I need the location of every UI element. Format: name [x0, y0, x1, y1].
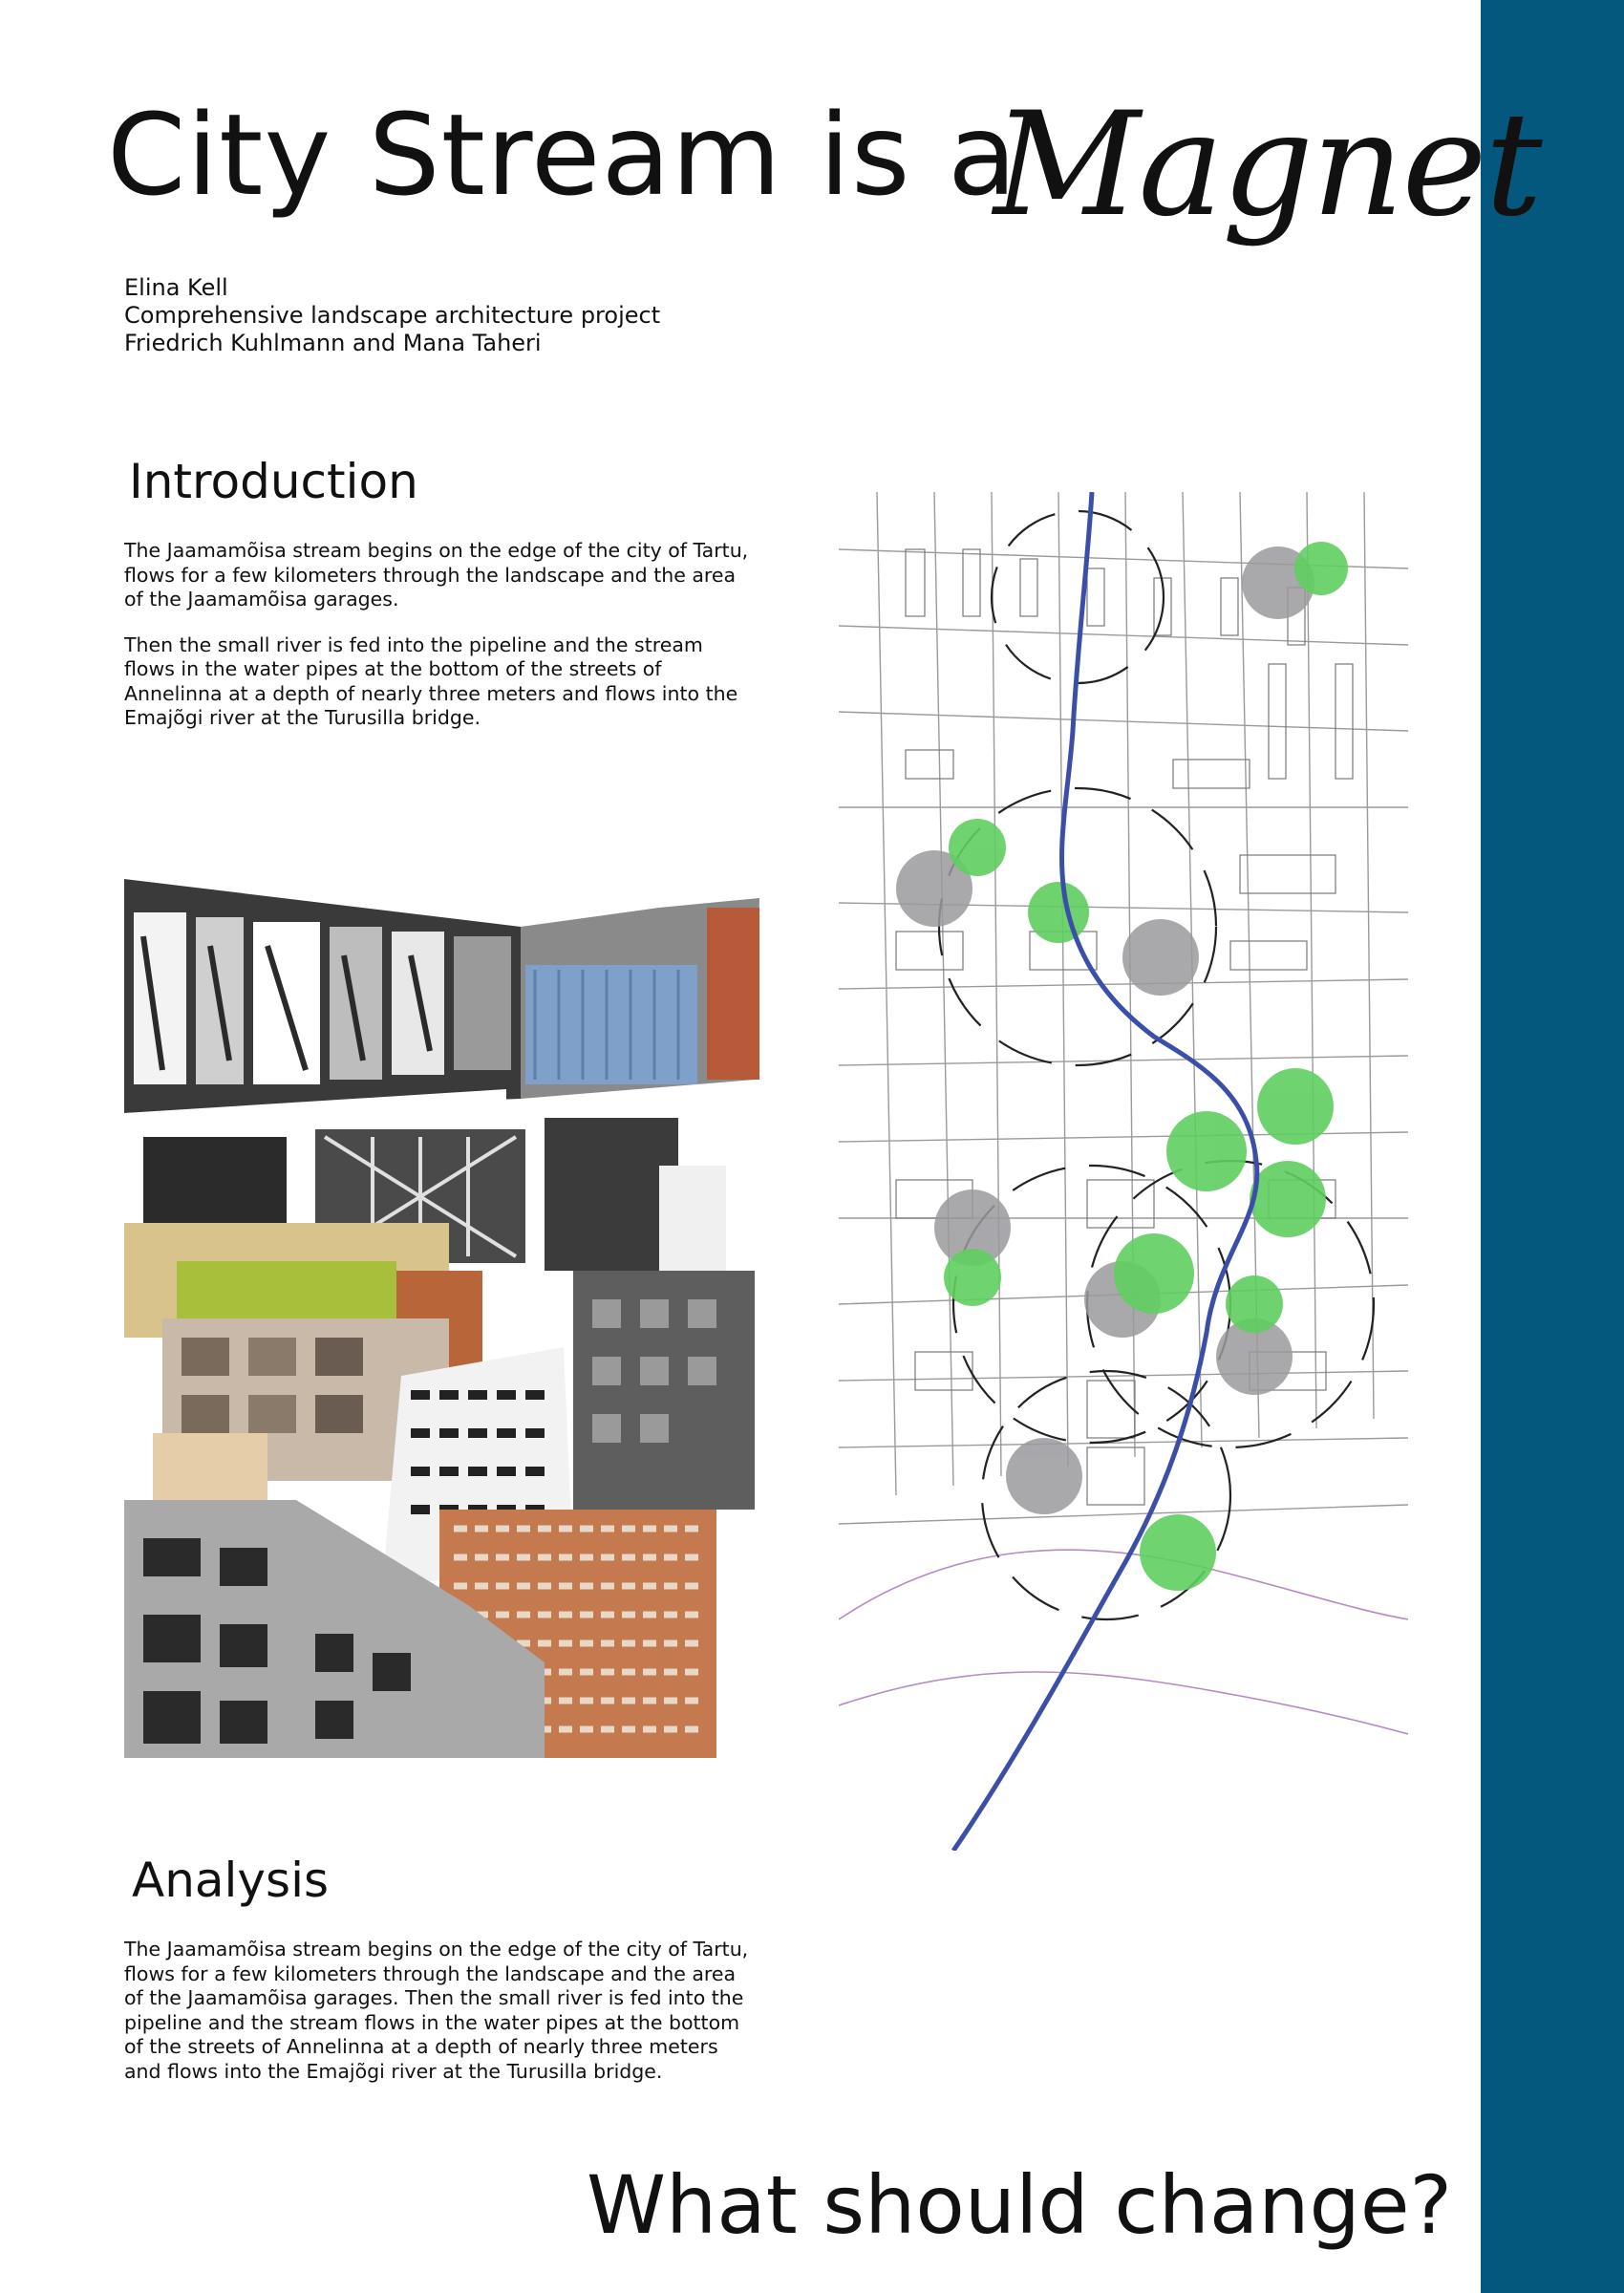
stream-map [839, 492, 1408, 1851]
sidebar-color-band [1481, 0, 1624, 2293]
introduction-heading: Introduction [129, 454, 418, 509]
analysis-heading: Analysis [132, 1853, 330, 1908]
introduction-paragraph-1: The Jaamamõisa stream begins on the edge of the city of Tartu, flows for a few kilometers through the landscape and the area of the Jaamamõisa garages. [124, 539, 749, 611]
introduction-text [124, 539, 755, 752]
credits-block [124, 274, 660, 357]
project-name: Comprehensive landscape architecture project [124, 302, 661, 329]
garages-buildings-collage [124, 879, 759, 1758]
closing-question: What should change? [587, 2158, 1453, 2252]
collage-garage-gray [124, 879, 521, 1113]
page-title: City Stream is a [107, 89, 1018, 221]
analysis-paragraph: The Jaamamõisa stream begins on the edge of the city of Tartu, flows for a few kilometers through the landscape and the area of the Jaamamõisa garages. Then the small river is fed into the pipeline and the stream flows in the water pipes at the bottom of the streets of Annelinna at a depth of nearly three meters and flows into the Emajõgi river at the Turusilla bridge. [124, 1938, 749, 2083]
supervisors: Friedrich Kuhlmann and Mana Taheri [124, 330, 542, 356]
page-title-script: Magnet [994, 82, 1541, 248]
author-name: Elina Kell [124, 274, 228, 301]
analysis-text [124, 1938, 755, 2105]
introduction-paragraph-2: Then the small river is fed into the pipeline and the stream flows in the water pipes at the bottom of the streets of Annelinna at a depth of nearly three meters and flows into the Emajõgi river at the Turusilla bridge. [124, 632, 738, 729]
